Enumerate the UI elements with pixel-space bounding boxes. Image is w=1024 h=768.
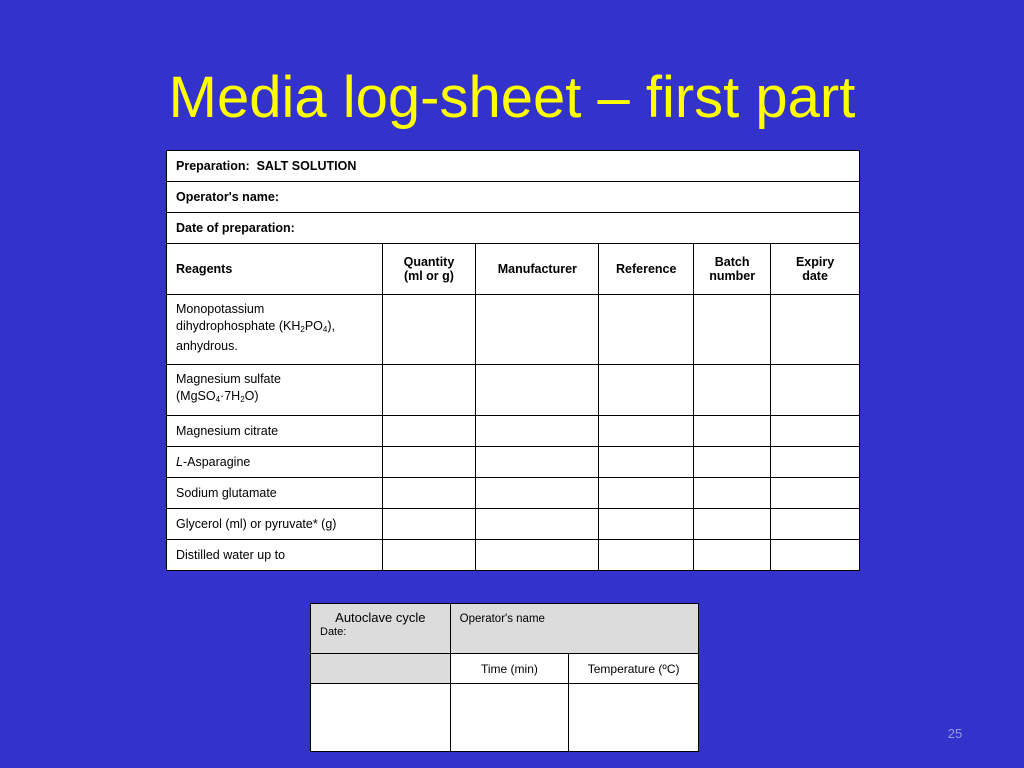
reagent-name: L-Asparagine — [167, 447, 383, 478]
table-row — [167, 447, 860, 478]
table-row — [167, 478, 860, 509]
reference-cell[interactable] — [599, 540, 694, 571]
quantity-cell[interactable] — [382, 447, 476, 478]
quantity-header: Quantity (ml or g) — [382, 244, 476, 295]
reference-cell[interactable] — [599, 509, 694, 540]
reference-cell[interactable] — [599, 416, 694, 447]
batch-cell[interactable] — [694, 447, 771, 478]
reference-header: Reference — [599, 244, 694, 295]
batch-cell[interactable] — [694, 540, 771, 571]
quantity-cell[interactable] — [382, 416, 476, 447]
table-row — [167, 295, 860, 365]
autoclave-operator-cell[interactable] — [450, 604, 698, 654]
expiry-cell[interactable] — [771, 540, 860, 571]
reagent-name: Magnesium citrate — [167, 416, 383, 447]
preparation-value: SALT SOLUTION — [256, 159, 357, 173]
reagents-header: Reagents — [167, 244, 383, 295]
temperature-header: Temperature (ºC) — [569, 654, 699, 684]
expiry-cell[interactable] — [771, 295, 860, 365]
expiry-cell[interactable] — [771, 447, 860, 478]
table-row — [167, 365, 860, 416]
expiry-cell[interactable] — [771, 478, 860, 509]
batch-cell[interactable] — [694, 416, 771, 447]
quantity-cell[interactable] — [382, 509, 476, 540]
operator-label: Operator's name: — [176, 190, 280, 204]
reference-cell[interactable] — [599, 447, 694, 478]
batch-cell[interactable] — [694, 295, 771, 365]
preparation-cell[interactable] — [167, 151, 860, 182]
table-row — [167, 416, 860, 447]
operator-row — [167, 182, 860, 213]
date-row — [167, 213, 860, 244]
preparation-row — [167, 151, 860, 182]
batch-cell[interactable] — [694, 509, 771, 540]
header-row — [167, 244, 860, 295]
autoclave-cycle-cell[interactable] — [311, 604, 451, 654]
autoclave-blank-cell — [311, 654, 451, 684]
reference-cell[interactable] — [599, 478, 694, 509]
preparation-label: Preparation: — [176, 159, 250, 173]
manufacturer-cell[interactable] — [476, 478, 599, 509]
time-header: Time (min) — [450, 654, 569, 684]
date-of-preparation-cell[interactable] — [167, 213, 860, 244]
slide-number: 25 — [947, 726, 963, 741]
expiry-cell[interactable] — [771, 509, 860, 540]
autoclave-entry-row — [311, 684, 699, 752]
slide-title: Media log-sheet – first part — [168, 65, 856, 130]
reference-cell[interactable] — [599, 295, 694, 365]
autoclave-header-row — [311, 604, 699, 654]
manufacturer-cell[interactable] — [476, 416, 599, 447]
reagent-name: Monopotassium dihydrophosphate $(KH_2PO_4)$, anhydrous. — [167, 295, 383, 365]
autoclave-entry-cell[interactable] — [311, 684, 451, 752]
reagent-name: Distilled water up to — [167, 540, 383, 571]
date-label: Date of preparation: — [176, 221, 295, 235]
manufacturer-header: Manufacturer — [476, 244, 599, 295]
batch-cell[interactable] — [694, 478, 771, 509]
quantity-cell[interactable] — [382, 478, 476, 509]
reagent-name: Magnesium sulfate $(MgSO_4\cdot 7H_2O)$ — [167, 365, 383, 416]
manufacturer-cell[interactable] — [476, 447, 599, 478]
reagent-name: Sodium glutamate — [167, 478, 383, 509]
autoclave-operator-label: Operator's name — [459, 613, 545, 625]
batch-cell[interactable] — [694, 365, 771, 416]
autoclave-cycle-label: Autoclave cycle — [335, 610, 426, 625]
manufacturer-cell[interactable] — [476, 365, 599, 416]
autoclave-subheader-row — [311, 654, 699, 684]
manufacturer-cell[interactable] — [476, 540, 599, 571]
table-row — [167, 509, 860, 540]
media-log-table — [166, 150, 860, 571]
batch-number-header: Batch number — [694, 244, 771, 295]
quantity-cell[interactable] — [382, 365, 476, 416]
table-row — [167, 540, 860, 571]
quantity-cell[interactable] — [382, 540, 476, 571]
autoclave-date-label: Date: — [320, 626, 347, 638]
quantity-cell[interactable] — [382, 295, 476, 365]
temperature-entry-cell[interactable] — [569, 684, 699, 752]
expiry-cell[interactable] — [771, 416, 860, 447]
manufacturer-cell[interactable] — [476, 295, 599, 365]
autoclave-cycle-table — [310, 603, 699, 752]
time-entry-cell[interactable] — [450, 684, 569, 752]
manufacturer-cell[interactable] — [476, 509, 599, 540]
operator-name-cell[interactable] — [167, 182, 860, 213]
reference-cell[interactable] — [599, 365, 694, 416]
expiry-cell[interactable] — [771, 365, 860, 416]
reagent-name: Glycerol (ml) or pyruvate* (g) — [167, 509, 383, 540]
expiry-date-header: Expiry date — [771, 244, 860, 295]
